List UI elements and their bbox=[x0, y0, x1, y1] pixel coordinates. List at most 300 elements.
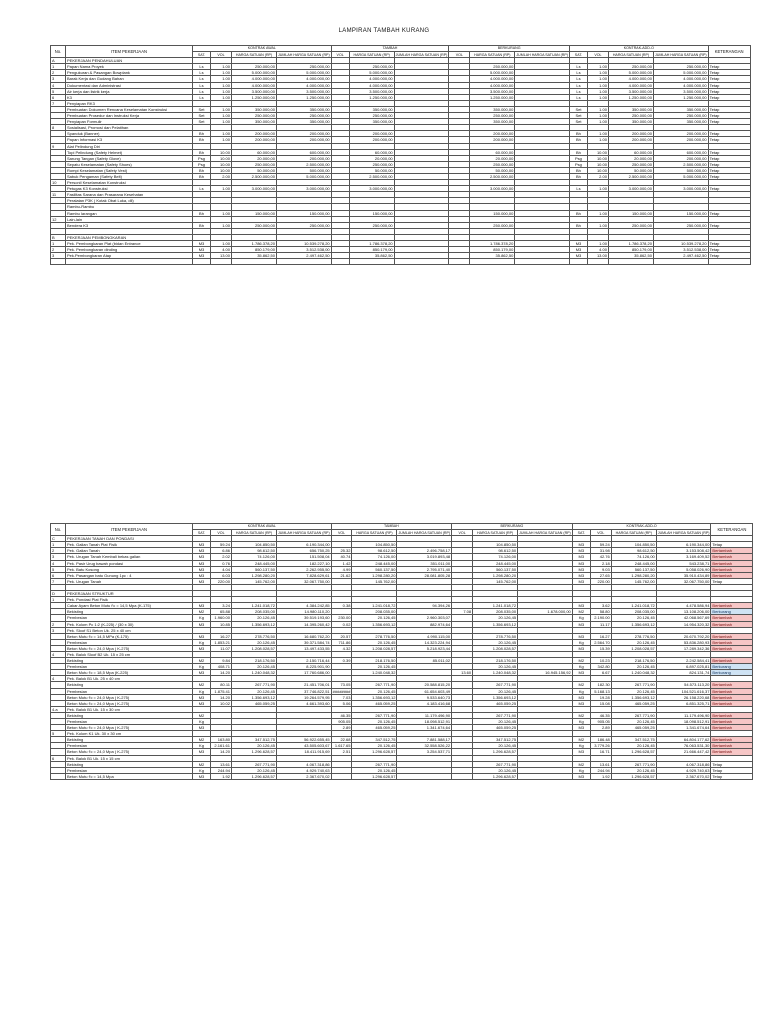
cell-vol: 13.61 bbox=[211, 761, 232, 767]
cell-sat: Bh bbox=[193, 131, 211, 137]
cell-jumlah-harga: 8.225.901,90 bbox=[277, 664, 332, 670]
cell-row-item: Bekisting bbox=[66, 682, 193, 688]
cell-add-vol: 1.00 bbox=[587, 106, 608, 112]
cell-row-item: K3 bbox=[66, 94, 193, 100]
cell-row-no: 6 bbox=[51, 755, 66, 761]
cell-harga-satuan: 1.250.000,00 bbox=[232, 94, 277, 100]
group-kontrak-awal: KONTRAK AWAL bbox=[193, 46, 332, 52]
cell-add-jumlah: 53.836.280,93 bbox=[656, 639, 711, 645]
cell-harga-satuan: 250.000,00 bbox=[232, 113, 277, 119]
cell-row-item: Pek. Pembongkaran dinding bbox=[66, 247, 193, 253]
cell-keterangan: Tetap bbox=[708, 155, 750, 161]
cell-add-sat: M3 bbox=[572, 670, 590, 676]
cell-tambah-harga: 60.000,00 bbox=[349, 149, 394, 155]
cell-kurang-harga: 200.000,00 bbox=[470, 137, 515, 143]
cell-row-item: Spanduk (Banner) bbox=[66, 131, 193, 137]
cell-sat: M2 bbox=[193, 737, 211, 743]
cell-add-jumlah: 6.190.344,00 bbox=[656, 542, 711, 548]
cell-harga-satuan: 1.356.693,12 bbox=[232, 694, 277, 700]
cell-row-item: Pek. Pondasi Plat Fisik bbox=[66, 597, 193, 603]
cell-add-vol: 905.05 bbox=[590, 719, 611, 725]
cell-keterangan: Tetap bbox=[708, 241, 750, 247]
cell-vol: 1.00 bbox=[211, 131, 232, 137]
cell-row-item: Peralatan P3K ( Kotak Obat Luka, dll) bbox=[66, 198, 193, 204]
cell-row-item: Pek. Urugan Tanah bbox=[66, 578, 193, 584]
cell-add-harga: 200.000,00 bbox=[608, 131, 653, 137]
cell-add-vol: 27.65 bbox=[590, 572, 611, 578]
col-vol: VOL bbox=[590, 530, 611, 536]
cell-row-item: Bekisting bbox=[66, 737, 193, 743]
cell-jumlah-harga: 14.395.260,42 bbox=[277, 621, 332, 627]
cell-add-harga: 104.850,50 bbox=[611, 542, 656, 548]
cell-sat: Ls bbox=[193, 82, 211, 88]
cell-harga-satuan: 1.240.048,32 bbox=[232, 670, 277, 676]
cell-sat: M3 bbox=[193, 603, 211, 609]
cell-kurang-harga: 1.241.018,72 bbox=[473, 603, 518, 609]
cell-tambah-harga: 4.000.000,00 bbox=[349, 76, 394, 82]
cell-row-no: 4 bbox=[51, 676, 66, 682]
cell-harga-satuan: 218.176,50 bbox=[232, 658, 277, 664]
table-top bbox=[50, 45, 751, 265]
cell-jumlah-harga: 2.367.670,02 bbox=[277, 773, 332, 779]
cell-row-no: 4 bbox=[51, 82, 66, 88]
cell-tambah-harga: 250.000,00 bbox=[349, 64, 394, 70]
cell-tambah-vol: 46.35 bbox=[331, 712, 352, 718]
cell-vol: 408.71 bbox=[211, 664, 232, 670]
cell-tambah-harga: 350.000,00 bbox=[349, 106, 394, 112]
cell-add-jumlah: 2.242.584,41 bbox=[656, 658, 711, 664]
cell-harga-satuan: 200.000,00 bbox=[232, 131, 277, 137]
cell-tambah-harga: 560.137,50 bbox=[352, 566, 397, 572]
cell-add-harga: 250.000,00 bbox=[608, 113, 653, 119]
cell-jumlah-harga: 5.000.000,00 bbox=[277, 173, 332, 179]
cell-keterangan: Tetap bbox=[708, 210, 750, 216]
cell-add-harga: 1.250.000,00 bbox=[608, 94, 653, 100]
cell-add-sat: M3 bbox=[572, 548, 590, 554]
cell-row-item: Pek. Pasangan batu Gunung 1pc : 4 bbox=[66, 572, 193, 578]
cell-jumlah-harga: 2.262.955,50 bbox=[277, 566, 332, 572]
cell-jumlah-harga: 2.500.000,00 bbox=[277, 161, 332, 167]
cell-tambah-harga: 4.000.000,00 bbox=[349, 82, 394, 88]
cell-add-sat: Psg bbox=[569, 155, 587, 161]
cell-add-harga: 208.035,00 bbox=[611, 609, 656, 615]
cell-keterangan: Tetap bbox=[708, 76, 750, 82]
cell-tambah-harga: 3.500.000,00 bbox=[349, 88, 394, 94]
cell-row-no: 3 bbox=[51, 253, 66, 259]
cell-row-item: Pembesian bbox=[66, 615, 193, 621]
cell-jumlah-harga: 3.500.000,00 bbox=[277, 88, 332, 94]
cell-keterangan: Tetap bbox=[708, 137, 750, 143]
cell-row-no: 5 bbox=[51, 566, 66, 572]
cell-kurang-harga: 4.000.000,00 bbox=[470, 82, 515, 88]
cell-tambah-jumlah bbox=[394, 259, 449, 265]
cell-add-vol: 1.00 bbox=[587, 131, 608, 137]
cell-add-vol: 1.00 bbox=[587, 94, 608, 100]
cell-add-jumlah: 350.000,00 bbox=[653, 119, 708, 125]
cell-add-vol: 13.00 bbox=[587, 253, 608, 259]
cell-sat: Kg bbox=[193, 639, 211, 645]
cell-kurang-jumlah bbox=[515, 259, 570, 265]
cell-add-vol: 31.98 bbox=[590, 548, 611, 554]
cell-sat: M3 bbox=[193, 773, 211, 779]
cell-add-sat: Kg bbox=[572, 664, 590, 670]
table-row bbox=[51, 773, 753, 779]
cell-tambah-harga: 267.771,90 bbox=[352, 712, 397, 718]
col-harga: HARGA SATUAN (RP) bbox=[470, 52, 515, 58]
cell-keterangan: Bertambah bbox=[711, 743, 753, 749]
cell-keterangan: Tetap bbox=[708, 94, 750, 100]
cell-vol: 1.00 bbox=[211, 94, 232, 100]
cell-tambah-jumlah: 4.183.416,68 bbox=[397, 700, 452, 706]
cell-sat: M2 bbox=[193, 609, 211, 615]
cell-keterangan: Tetap bbox=[708, 247, 750, 253]
cell-row-no: 6 bbox=[51, 94, 66, 100]
cell-add-sat: Ls bbox=[569, 70, 587, 76]
cell-keterangan: Bertambah bbox=[711, 560, 753, 566]
cell-harga-satuan: 20.126,45 bbox=[232, 743, 277, 749]
cell-harga-satuan: 267.771,90 bbox=[232, 761, 277, 767]
cell-add-sat: M3 bbox=[572, 749, 590, 755]
cell-harga-satuan: 350.000,00 bbox=[232, 106, 277, 112]
cell-vol: 10.00 bbox=[211, 155, 232, 161]
group-kontrak-awal: KONTRAK AWAL bbox=[193, 524, 332, 530]
cell-harga-satuan: 1.356.693,12 bbox=[232, 621, 277, 627]
cell-tambah-jumlah: 85.011,02 bbox=[397, 658, 452, 664]
cell-add-sat: M3 bbox=[572, 578, 590, 584]
cell-tambah-harga: 104.850,50 bbox=[352, 542, 397, 548]
cell-add-harga: 20.126,45 bbox=[611, 639, 656, 645]
cell-add-sat: Bh bbox=[569, 131, 587, 137]
cell-keterangan: Tetap bbox=[708, 70, 750, 76]
cell-keterangan: Bertambah bbox=[711, 572, 753, 578]
cell-vol: 244.94 bbox=[211, 767, 232, 773]
cell-tambah-vol bbox=[331, 259, 349, 265]
cell-add-harga: 267.771,90 bbox=[611, 761, 656, 767]
cell-jumlah-harga: 2.497.462,50 bbox=[277, 253, 332, 259]
cell-sat: Kg bbox=[193, 688, 211, 694]
cell-add-sat: Kg bbox=[572, 743, 590, 749]
cell-jumlah-harga: 4.000.000,00 bbox=[277, 82, 332, 88]
cell-sat: Kg bbox=[193, 664, 211, 670]
cell-keterangan: Tetap bbox=[708, 64, 750, 70]
cell-add-sat: Bh bbox=[569, 167, 587, 173]
cell-sat: M3 bbox=[193, 554, 211, 560]
cell-vol: 2.02 bbox=[211, 554, 232, 560]
cell-add-harga bbox=[608, 259, 653, 265]
cell-keterangan: Bertambah bbox=[711, 554, 753, 560]
cell-sat: Bh bbox=[193, 210, 211, 216]
cell-kurang-harga: 20.126,45 bbox=[473, 664, 518, 670]
cell-add-sat: Bh bbox=[569, 222, 587, 228]
cell-row-no: 2 bbox=[51, 247, 66, 253]
col-harga: HARGA SATUAN (RP) bbox=[232, 530, 277, 536]
cell-add-sat: M3 bbox=[569, 253, 587, 259]
cell-tambah-harga: 250.000,00 bbox=[349, 222, 394, 228]
cell-keterangan: Tetap bbox=[708, 167, 750, 173]
cell-add-sat: Psg bbox=[569, 161, 587, 167]
cell-kurang-harga: 560.137,50 bbox=[473, 566, 518, 572]
cell-keterangan: Bertambah bbox=[711, 712, 753, 718]
cell-add-harga: 1.298.280,20 bbox=[611, 572, 656, 578]
cell-add-sat: M3 bbox=[572, 560, 590, 566]
cell-add-jumlah: 10.539.278,20 bbox=[653, 241, 708, 247]
cell-keterangan: Tetap bbox=[708, 253, 750, 259]
cell-add-harga: 465.059,25 bbox=[611, 700, 656, 706]
cell-harga-satuan: 200.000,00 bbox=[232, 137, 277, 143]
cell-row-item: Papan Nama Proyek bbox=[66, 64, 193, 70]
cell-add-harga: 1.240.048,32 bbox=[611, 670, 656, 676]
cell-add-sat: Bh bbox=[569, 137, 587, 143]
cell-jumlah-harga: 350.000,00 bbox=[277, 106, 332, 112]
cell-jumlah-harga: 7.828.629,61 bbox=[277, 572, 332, 578]
cell-harga-satuan: 465.059,25 bbox=[232, 700, 277, 706]
cell-kurang-harga: 208.035,00 bbox=[473, 609, 518, 615]
cell-row-item: Air kerja dan listrik kerja bbox=[66, 88, 193, 94]
cell-row-item: Pek. Galian Tanah bbox=[66, 548, 193, 554]
cell-add-sat: Kg bbox=[572, 719, 590, 725]
cell-row-no: A bbox=[51, 58, 66, 64]
cell-keterangan: Tetap bbox=[708, 88, 750, 94]
cell-add-sat: Ls bbox=[569, 76, 587, 82]
cell-row-no bbox=[51, 773, 66, 779]
cell-add-harga: 267.771,90 bbox=[611, 712, 656, 718]
cell-harga-satuan: 248.445,00 bbox=[232, 560, 277, 566]
cell-vol: 2.161.61 bbox=[211, 743, 232, 749]
cell-harga-satuan: 278.776,50 bbox=[232, 633, 277, 639]
cell-add-vol: 1.00 bbox=[587, 76, 608, 82]
cell-add-vol: 342.80 bbox=[590, 664, 611, 670]
cell-add-jumlah: 5.058.026,90 bbox=[656, 566, 711, 572]
cell-row-no: 7 bbox=[51, 578, 66, 584]
cell-add-jumlah: 4.000.000,00 bbox=[653, 76, 708, 82]
cell-add-harga: 560.137,50 bbox=[611, 566, 656, 572]
cell-harga-satuan: 4.000.000,00 bbox=[232, 82, 277, 88]
cell-keterangan: Tetap bbox=[708, 119, 750, 125]
cell-jumlah-harga: 600.000,00 bbox=[277, 149, 332, 155]
cell-add-vol: 2.190.00 bbox=[590, 615, 611, 621]
cell-sat: Ls bbox=[193, 186, 211, 192]
cell-sat: M3 bbox=[193, 572, 211, 578]
cell-vol: 6.86 bbox=[211, 548, 232, 554]
cell-row-item: Cakar Ayam Beton Mutu f'c = 14,5 Mpa (K-175) bbox=[66, 603, 193, 609]
cell-vol: 10.02 bbox=[211, 700, 232, 706]
cell-add-harga: 250.000,00 bbox=[608, 64, 653, 70]
cell-row-item: Pek. Kolom Pc 1:2 (K-225) / (30 x 30) bbox=[66, 621, 193, 627]
cell-kurang-harga: 20.126,45 bbox=[473, 743, 518, 749]
cell-kurang-harga: 3.500.000,00 bbox=[470, 88, 515, 94]
cell-kurang-harga: 3.000.000,00 bbox=[470, 186, 515, 192]
cell-keterangan: Berkurang bbox=[711, 670, 753, 676]
cell-sat: Bh bbox=[193, 173, 211, 179]
cell-row-item: Pek. Pasir Urug bawah pondasi bbox=[66, 560, 193, 566]
cell-harga-satuan: 1.296.628,57 bbox=[232, 749, 277, 755]
cell-tambah-vol: 4.32 bbox=[331, 645, 352, 651]
cell-add-vol: 16.71 bbox=[590, 749, 611, 755]
cell-sat: Bh bbox=[193, 167, 211, 173]
cell-tambah-jumlah: 2.496.758,17 bbox=[397, 548, 452, 554]
cell-kurang-jumlah: 16.945.156,92 bbox=[518, 670, 573, 676]
cell-vol: 1.00 bbox=[211, 76, 232, 82]
cell-row-item: Pembuatan Dokumen Rencana Keselamatan Konstruksi bbox=[66, 106, 193, 112]
cell-kurang-harga: 1.296.628,57 bbox=[473, 773, 518, 779]
cell-tambah-harga: 20.126,45 bbox=[352, 767, 397, 773]
col-harga: HARGA SATUAN (RP) bbox=[232, 52, 277, 58]
cell-jumlah-harga: 3.000.000,00 bbox=[277, 186, 332, 192]
cell-tambah-vol: ######## bbox=[332, 688, 351, 694]
cell-add-vol: 2.18 bbox=[590, 560, 611, 566]
cell-row-item: PEKERJAAN PEMBONGKARAN bbox=[66, 234, 193, 240]
cell-harga-satuan: 4.000.000,00 bbox=[232, 76, 277, 82]
cell-kurang-harga: 20.126,45 bbox=[473, 688, 518, 694]
cell-add-vol: 1.00 bbox=[587, 70, 608, 76]
cell-keterangan: Tetap bbox=[708, 113, 750, 119]
cell-sat: M3 bbox=[193, 645, 211, 651]
cell-add-vol: 1.00 bbox=[587, 113, 608, 119]
cell-add-jumlah: 20.670.792,20 bbox=[656, 633, 711, 639]
cell-row-item: Penyiapan RK3 bbox=[66, 100, 193, 106]
cell-add-harga: 20.000,00 bbox=[608, 155, 653, 161]
cell-harga-satuan: 250.000,00 bbox=[232, 222, 277, 228]
cell-sat: M3 bbox=[193, 700, 211, 706]
cell-sat: Kg bbox=[193, 615, 211, 621]
cell-add-harga: 1.241.018,72 bbox=[611, 603, 656, 609]
cell-jumlah-harga: 151.508,04 bbox=[277, 554, 332, 560]
cell-tambah-harga: 1.241.018,72 bbox=[352, 603, 397, 609]
cell-add-vol: 16.27 bbox=[590, 633, 611, 639]
cell-add-vol: 1.00 bbox=[587, 241, 608, 247]
col-harga: HARGA SATUAN (RP) bbox=[473, 530, 518, 536]
cell-kurang-vol: 7.08 bbox=[452, 609, 473, 615]
cell-row-item: Topi Pelindung (Safety Helmet) bbox=[66, 149, 193, 155]
cell-keterangan: Berkurang bbox=[711, 609, 753, 615]
cell-tambah-vol: 711.86 bbox=[331, 639, 352, 645]
cell-tambah-vol: 73.05 bbox=[331, 682, 352, 688]
cell-vol: 220.00 bbox=[211, 578, 232, 584]
cell-sat: Kg bbox=[193, 767, 211, 773]
cell-vol: 11.07 bbox=[211, 645, 232, 651]
cell-jumlah-harga: 5.000.000,00 bbox=[277, 70, 332, 76]
cell-sat: M3 bbox=[193, 578, 211, 584]
cell-add-sat: M3 bbox=[572, 645, 590, 651]
cell-add-jumlah: 32.067.750,00 bbox=[656, 578, 711, 584]
cell-sat: M2 bbox=[193, 682, 211, 688]
cell-add-vol bbox=[587, 259, 608, 265]
cell-kurang-harga: 267.771,90 bbox=[473, 712, 518, 718]
cell-tambah-harga: 74.126,00 bbox=[352, 554, 397, 560]
cell-add-jumlah: 5.000.000,00 bbox=[653, 70, 708, 76]
cell-row-item: Bekisting bbox=[66, 658, 193, 664]
cell-row-no: 3 bbox=[51, 627, 66, 633]
cell-add-jumlah: 2.497.462,50 bbox=[653, 253, 708, 259]
cell-vol: 0.76 bbox=[211, 560, 232, 566]
cell-add-harga: 35.862,50 bbox=[608, 253, 653, 259]
cell-jumlah-harga: 19.264.579,95 bbox=[277, 694, 332, 700]
cell-vol: 1.00 bbox=[211, 88, 232, 94]
cell-add-sat: M3 bbox=[572, 603, 590, 609]
col-sat: SAT. bbox=[572, 530, 590, 536]
cell-kurang-vol bbox=[452, 773, 473, 779]
cell-keterangan: Tetap bbox=[708, 186, 750, 192]
cell-jumlah-harga: 10.539.278,20 bbox=[277, 241, 332, 247]
cell-row-item: Pembesian bbox=[66, 639, 193, 645]
cell-add-jumlah: 2.367.670,02 bbox=[656, 773, 711, 779]
cell-tambah-harga: 20.126,45 bbox=[352, 615, 397, 621]
cell-kurang-harga: 350.000,00 bbox=[470, 119, 515, 125]
cell-sat: M2 bbox=[193, 712, 211, 718]
cell-keterangan: Tetap bbox=[708, 106, 750, 112]
cell-add-vol: 9.03 bbox=[590, 566, 611, 572]
cell-tambah-harga: 20.126,45 bbox=[352, 688, 397, 694]
document-title: LAMPIRAN TAMBAH KURANG bbox=[338, 28, 430, 34]
cell-add-jumlah: 17.289.342,36 bbox=[656, 645, 711, 651]
cell-sat: M3 bbox=[193, 694, 211, 700]
cell-vol: 1.960.00 bbox=[211, 615, 232, 621]
cell-sat: M3 bbox=[193, 633, 211, 639]
cell-row-item: Dokumentasi dan Administrasi bbox=[66, 82, 193, 88]
cell-tambah-jumlah: 28.081.805,28 bbox=[397, 572, 452, 578]
cell-tambah-jumlah: 3.254.537,71 bbox=[397, 749, 452, 755]
cell-vol: 1.875.41 bbox=[211, 688, 232, 694]
cell-harga-satuan: 850.179,00 bbox=[232, 247, 277, 253]
group-kontrak-add: KONTRAK-ADD-O bbox=[569, 46, 708, 52]
cell-jumlah-harga: 13.497.433,55 bbox=[277, 645, 332, 651]
cell-row-no: 4 bbox=[51, 560, 66, 566]
col-keterangan: KETERANGAN bbox=[708, 46, 750, 58]
cell-add-sat: Ls bbox=[569, 88, 587, 94]
col-sat: SAT. bbox=[569, 52, 587, 58]
cell-harga-satuan: 3.000.000,00 bbox=[232, 186, 277, 192]
cell-vol: 9.84 bbox=[211, 658, 232, 664]
cell-kurang-harga: 347.512,75 bbox=[473, 737, 518, 743]
cell-tambah-harga: 465.059,25 bbox=[352, 725, 397, 731]
cell-add-jumlah: 14.954.320,32 bbox=[656, 621, 711, 627]
cell-add-harga: 74.126,00 bbox=[611, 554, 656, 560]
cell-jumlah-harga: 350.000,00 bbox=[277, 119, 332, 125]
cell-harga-satuan: 20.126,45 bbox=[232, 615, 277, 621]
cell-harga-satuan: 1.241.018,72 bbox=[232, 603, 277, 609]
cell-tambah-harga: 1.786.378,20 bbox=[349, 241, 394, 247]
cell-sat: M3 bbox=[193, 247, 211, 253]
cell-sat: M3 bbox=[193, 548, 211, 554]
cell-jumlah-harga: 150.000,00 bbox=[277, 210, 332, 216]
cell-row-item: Pek. Sloof S1 Beton Uk. 25 x 40 cm bbox=[66, 627, 193, 633]
cell-tambah-vol: 40.74 bbox=[331, 554, 352, 560]
cell-add-sat: M2 bbox=[572, 761, 590, 767]
cell-add-vol: 42.76 bbox=[590, 554, 611, 560]
cell-tambah-harga: 20.000,00 bbox=[349, 155, 394, 161]
cell-keterangan: Bertambah bbox=[711, 621, 753, 627]
cell-harga-satuan: 1.296.628,57 bbox=[232, 773, 277, 779]
cell-tambah-vol: 230.00 bbox=[331, 615, 352, 621]
col-jumlah: JUMLAH HARGA SATUAN (RP) bbox=[395, 52, 448, 57]
col-jumlah: JUMLAH HARGA SATUAN (RP) bbox=[654, 52, 707, 57]
col-sat: SAT. bbox=[193, 530, 211, 536]
cell-vol: 1.00 bbox=[211, 210, 232, 216]
cell-add-jumlah: 250.000,00 bbox=[653, 64, 708, 70]
cell-row-item: Alat Pelindung Diri bbox=[66, 143, 193, 149]
cell-harga-satuan: 1.208.028,57 bbox=[232, 645, 277, 651]
cell-tambah-harga: 267.771,90 bbox=[352, 682, 397, 688]
cell-jumlah-harga: 17.760.686,00 bbox=[277, 670, 332, 676]
cell-add-harga: 20.126,45 bbox=[611, 719, 656, 725]
cell-row-item: Pembuatan Prosedur dan Instruksi Kerja bbox=[66, 113, 193, 119]
cell-kurang-harga: 20.126,45 bbox=[473, 639, 518, 645]
cell-row-item: PEKERJAAN TANAH DAN PONDASI bbox=[66, 536, 193, 542]
cell-add-jumlah: 4.929.740,63 bbox=[656, 767, 711, 773]
cell-add-jumlah bbox=[653, 259, 708, 265]
cell-jumlah-harga: 250.000,00 bbox=[277, 113, 332, 119]
cell-row-no: 8 bbox=[51, 125, 66, 131]
